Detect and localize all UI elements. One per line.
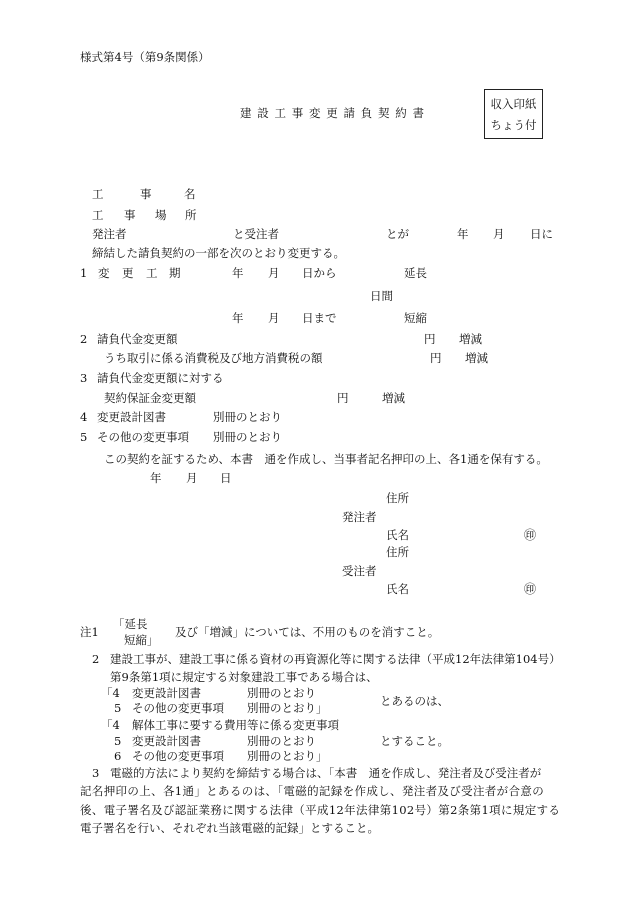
note-bracket-top: 「延長 (113, 617, 148, 631)
note-text: 及び「増減」については、不用のものを消すこと。 (175, 625, 440, 639)
seal-icon: ㊞ (524, 528, 537, 542)
yen-label: 円 (424, 332, 436, 346)
increase-decrease-label: 増減 (382, 391, 405, 405)
address-label: 住所 (386, 545, 409, 559)
tax-sub-label: うち取引に係る消費税及び地方消費税の額 (104, 351, 323, 365)
original-item-value: 別冊のとおり (247, 686, 316, 700)
document-title: 建 設 工 事 変 更 請 負 契 約 書 (240, 106, 425, 120)
item-number: 3 (80, 371, 88, 385)
construction-name-char: 事 (140, 187, 152, 201)
item-value: 別冊のとおり (213, 410, 282, 424)
item-value: 別冊のとおり (213, 430, 282, 444)
form-number: 様式第4号（第9条関係） (80, 50, 210, 64)
construction-site-char: 事 (124, 208, 136, 222)
shortening-label: 短縮 (404, 311, 427, 325)
replacement-item-label: 変更設計図書 (132, 734, 201, 748)
note-text-line: 記名押印の上、各1通」とあるのは、「電磁的記録を作成し、発注者及び受注者が合意の (80, 784, 545, 798)
day-until-label: 日まで (302, 311, 337, 325)
item-label: 請負代金変更額 (97, 332, 178, 346)
item-number: 5 (80, 430, 88, 444)
note-text-line: 後、電子署名及び認証業務に関する法律（平成12年法律第102号）第2条第1項に規定する (80, 803, 561, 817)
parties-line-continuation: 締結した請負契約の一部を次のとおり変更する。 (92, 246, 345, 260)
note-number: 注1 (80, 625, 99, 639)
note-ending: とすること。 (380, 734, 449, 748)
revenue-stamp-box (484, 89, 543, 139)
certification-text: この契約を証するため、本書 通を作成し、当事者記名押印の上、各1通を保有する。 (104, 452, 548, 466)
construction-site-char: 所 (185, 208, 197, 222)
construction-site-char: 工 (92, 208, 104, 222)
note-number: 2 (92, 652, 100, 666)
item-label-char: 期 (169, 266, 181, 280)
seal-icon: ㊞ (524, 582, 537, 596)
days-label: 日間 (370, 289, 393, 303)
replacement-item-label: 解体工事に要する費用等に係る変更事項 (132, 718, 339, 732)
note-text-line: 電子署名を行い、それぞれ当該電磁的記録」とすること。 (80, 821, 379, 835)
month-label: 月 (268, 266, 280, 280)
month-label: 月 (186, 471, 198, 485)
year-label: 年 (232, 311, 244, 325)
note-connector: とあるのは、 (380, 694, 449, 708)
yen-label: 円 (430, 351, 442, 365)
address-label: 住所 (386, 491, 409, 505)
item-label: 請負代金変更額に対する (97, 371, 224, 385)
item-label: 変更設計図書 (97, 410, 166, 424)
item-number: 2 (80, 332, 88, 346)
revenue-stamp-line2: ちょう付 (490, 118, 537, 132)
note-bracket-bottom: 短縮」 (124, 633, 159, 647)
year-label: 年 (457, 227, 469, 241)
construction-name-char: 工 (92, 187, 104, 201)
month-label: 月 (493, 227, 505, 241)
note-number: 3 (92, 766, 100, 780)
yen-label: 円 (337, 391, 349, 405)
day-from-label: 日から (302, 266, 337, 280)
replacement-item-value: 別冊のとおり」 (247, 749, 328, 763)
item-label-char: 変 (98, 266, 110, 280)
replacement-item-value: 別冊のとおり (247, 734, 316, 748)
month-label: 月 (268, 311, 280, 325)
note-text-line: 建設工事が、建設工事に係る資材の再資源化等に関する法律（平成12年法律第104号） (110, 652, 561, 666)
replacement-item-label: その他の変更事項 (132, 749, 224, 763)
between-label: とが (386, 227, 409, 241)
year-label: 年 (232, 266, 244, 280)
item-label: その他の変更事項 (97, 430, 189, 444)
replacement-item-mark: 「4 (101, 718, 120, 732)
replacement-item-mark: 6 (114, 749, 122, 763)
day-label: 日 (220, 471, 232, 485)
orderer-role-label: 発注者 (342, 510, 377, 524)
item-number: 4 (80, 410, 88, 424)
guarantee-sub-label: 契約保証金変更額 (104, 391, 196, 405)
contractor-role-label: 受注者 (342, 564, 377, 578)
contractor-label: と受注者 (233, 227, 279, 241)
item-number: 1 (80, 266, 88, 280)
note-text-line: 第9条第1項に規定する対象建設工事である場合は、 (110, 670, 378, 684)
name-label: 氏名 (386, 528, 409, 542)
original-item-mark: 「4 (101, 686, 120, 700)
construction-site-char: 場 (155, 208, 167, 222)
year-label: 年 (150, 471, 162, 485)
original-item-label: 変更設計図書 (132, 686, 201, 700)
item-label-char: 更 (122, 266, 134, 280)
original-item-label: その他の変更事項 (132, 701, 224, 715)
item-label-char: 工 (146, 266, 158, 280)
revenue-stamp-line1: 収入印紙 (490, 97, 537, 111)
note-text-line: 電磁的方法により契約を締結する場合は、「本書 通を作成し、発注者及び受注者が (110, 766, 542, 780)
day-label: 日に (530, 227, 553, 241)
increase-decrease-label: 増減 (459, 332, 482, 346)
extension-label: 延長 (404, 266, 427, 280)
replacement-item-mark: 5 (114, 734, 122, 748)
increase-decrease-label: 増減 (465, 351, 488, 365)
original-item-mark: 5 (114, 701, 122, 715)
orderer-label: 発注者 (92, 227, 127, 241)
construction-name-char: 名 (184, 187, 196, 201)
name-label: 氏名 (386, 582, 409, 596)
original-item-value: 別冊のとおり」 (247, 701, 328, 715)
